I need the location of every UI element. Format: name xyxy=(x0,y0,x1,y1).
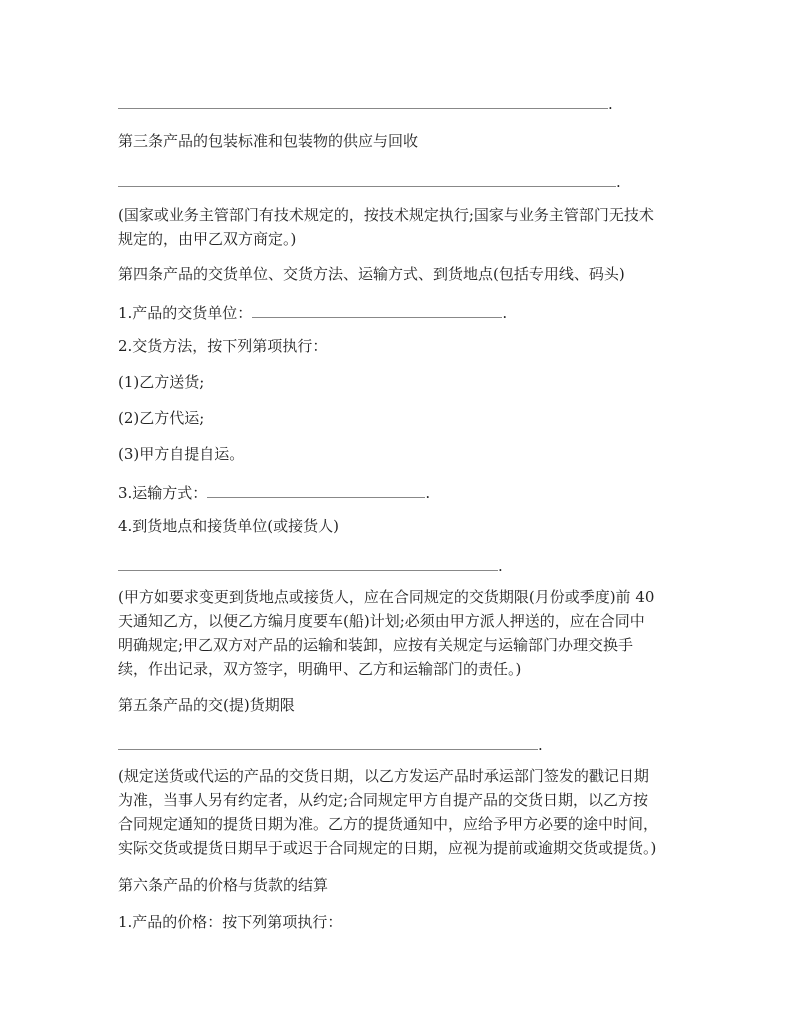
note-line: 天通知乙方，以便乙方编月度要车(船)计划;必须由甲方派人押送的，应在合同中 xyxy=(118,612,645,630)
note-line: (甲方如要求变更到货地点或接货人，应在合同规定的交货期限(月份或季度)前 40 xyxy=(118,588,655,606)
transport-line xyxy=(118,479,430,505)
fill-blank-line xyxy=(118,168,621,194)
note-line: 规定的，由甲乙双方商定。) xyxy=(118,230,297,248)
blank-underline[interactable] xyxy=(118,731,538,750)
article-4-note xyxy=(118,585,678,681)
note-line: 为准，当事人另有约定者，从约定;合同规定甲方自提产品的交货日期，以乙方按 xyxy=(118,791,649,809)
price-item: 1.产品的价格：按下列第项执行： xyxy=(118,913,343,931)
article-5-title: 第五条产品的交(提)货期限 xyxy=(118,696,295,714)
blank-period: . xyxy=(608,95,613,113)
blank-period: . xyxy=(425,484,431,502)
delivery-unit-line xyxy=(118,299,507,325)
article-4-title: 第四条产品的交货单位、交货方法、运输方式、到货地点(包括专用线、码头) xyxy=(118,265,625,283)
article-6-title: 第六条产品的价格与货款的结算 xyxy=(118,876,329,894)
note-line: (国家或业务主管部门有技术规定的，按技术规定执行;国家与业务主管部门无技术 xyxy=(118,206,654,224)
blank-period: . xyxy=(616,173,621,191)
transport-label: 3.运输方式： xyxy=(118,484,208,502)
blank-period: . xyxy=(538,736,543,754)
blank-underline[interactable] xyxy=(118,90,608,109)
note-line: (规定送货或代运的产品的交货日期，以乙方发运产品时承运部门签发的戳记日期 xyxy=(118,767,649,785)
delivery-option-2: (2)乙方代运; xyxy=(118,409,205,427)
note-line: 合同规定通知的提货日期为准。乙方的提货通知中，应给予甲方必要的途中时间， xyxy=(118,815,659,833)
blank-underline[interactable] xyxy=(118,552,498,571)
delivery-option-3: (3)甲方自提自运。 xyxy=(118,445,245,463)
article-3-note xyxy=(118,203,678,251)
article-3-title: 第三条产品的包装标准和包装物的供应与回收 xyxy=(118,132,419,150)
fill-blank-line xyxy=(118,731,543,757)
delivery-unit-label: 1.产品的交货单位： xyxy=(118,304,253,322)
transport-blank[interactable] xyxy=(207,479,425,498)
blank-period: . xyxy=(498,557,503,575)
note-line: 实际交货或提货日期早于或迟于合同规定的日期，应视为提前或逾期交货或提货。) xyxy=(118,839,657,857)
blank-underline[interactable] xyxy=(118,168,616,187)
note-line: 明确规定;甲乙双方对产品的运输和装卸，应按有关规定与运输部门办理交换手 xyxy=(118,636,634,654)
note-line: 续，作出记录，双方签字，明确甲、乙方和运输部门的责任。) xyxy=(118,660,522,678)
blank-period: . xyxy=(502,304,508,322)
delivery-method: 2.交货方法，按下列第项执行： xyxy=(118,337,328,355)
delivery-option-1: (1)乙方送货; xyxy=(118,373,205,391)
fill-blank-line xyxy=(118,552,503,578)
fill-blank-line xyxy=(118,90,613,116)
article-5-note xyxy=(118,764,678,860)
arrival-location: 4.到货地点和接货单位(或接货人) xyxy=(118,517,340,535)
delivery-unit-blank[interactable] xyxy=(252,299,502,318)
